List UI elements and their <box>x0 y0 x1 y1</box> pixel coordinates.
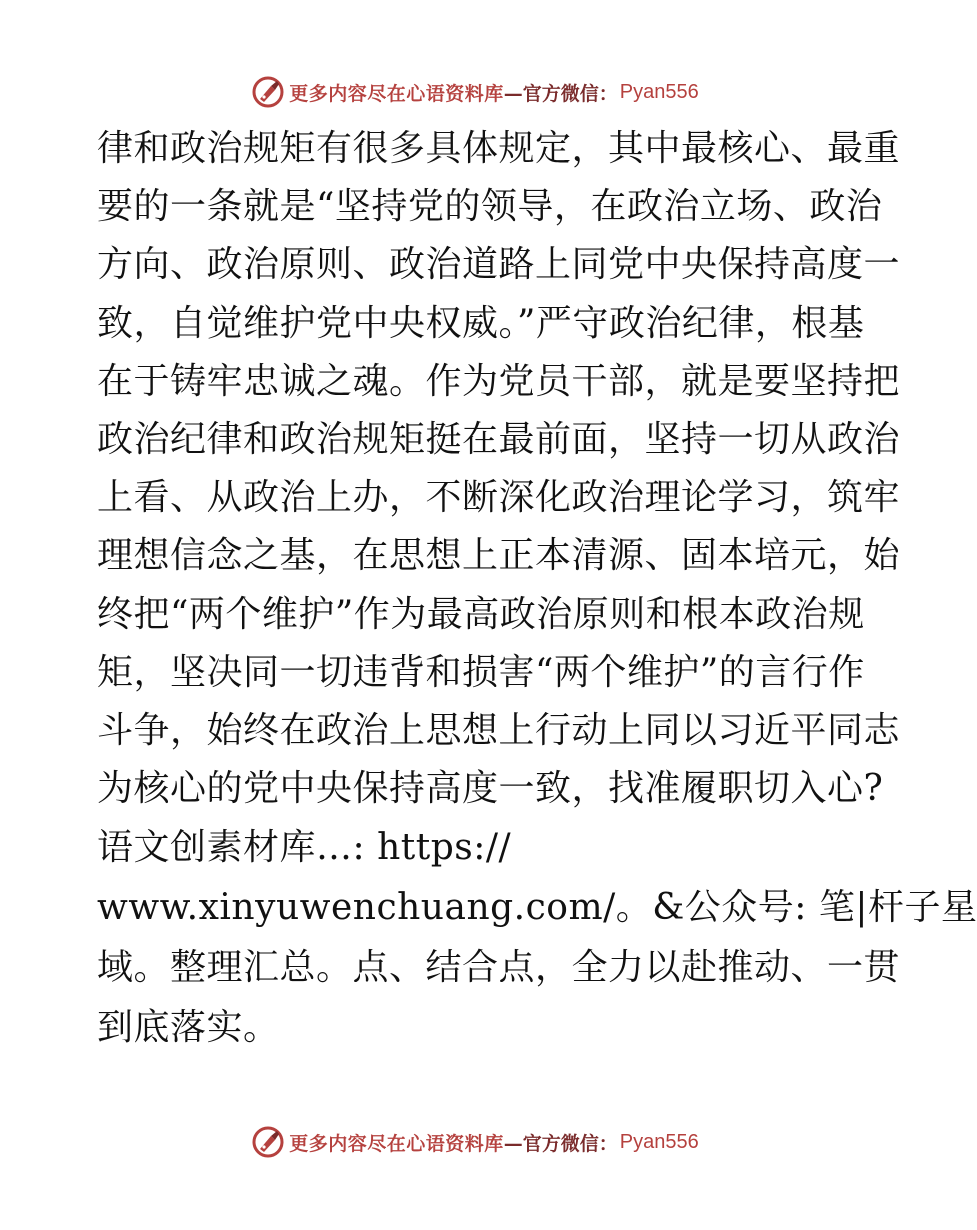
text-line: 语文创素材库…: https:// <box>97 827 512 869</box>
text-line: 律和政治规矩有很多具体规定，其中最核心、最重 <box>97 128 901 169</box>
text-line-url: www.xinyuwenchuang.com/。&公众号: 笔|杆子星 <box>97 887 977 929</box>
text-line: 矩，坚决同一切违背和损害“两个维护”的言行作 <box>97 651 865 693</box>
text-line: 政治纪律和政治规矩挺在最前面，坚持一切从政治 <box>97 418 901 460</box>
text-line: 斗争，始终在政治上思想上行动上同以习近平同志 <box>97 709 901 751</box>
text-line: 终把“两个维护”作为最高政治原则和根本政治规 <box>97 593 865 635</box>
text-line: 方向、政治原则、政治道路上同党中央保持高度一 <box>97 244 901 286</box>
header-brand-text: 更多内容尽在心语资料库 <box>289 82 504 105</box>
header-separator-text: —官方微信： <box>503 82 618 105</box>
text-line: 为核心的党中央保持高度一致，找准履职切入心? <box>97 768 884 810</box>
text-line: 要的一条就是“坚持党的领导，在政治立场、政治 <box>97 186 883 228</box>
pen-nib-logo-icon <box>251 1125 285 1159</box>
text-line: 致，自觉维护党中央权威。”严守政治纪律，根基 <box>97 302 865 344</box>
text-line: 理想信念之基，在思想上正本清源、固本培元，始 <box>97 535 901 577</box>
text-line: 到底落实。 <box>97 1007 280 1049</box>
footer-banner <box>0 1122 950 1162</box>
body-paragraph <box>97 120 977 1058</box>
text-line: 上看、从政治上办，不断深化政治理论学习，筑牢 <box>97 477 901 519</box>
pen-nib-logo-icon <box>251 75 285 109</box>
text-line: 在于铸牢忠诚之魂。作为党员干部，就是要坚持把 <box>97 360 901 402</box>
header-banner <box>0 72 950 112</box>
footer-wechat-id: Pyan556 <box>619 1130 699 1153</box>
text-line: 域。整理汇总。点、结合点，全力以赴推动、一贯 <box>97 947 901 989</box>
footer-brand-text: 更多内容尽在心语资料库 <box>289 1132 504 1155</box>
header-wechat-id: Pyan556 <box>619 80 699 103</box>
footer-separator-text: —官方微信： <box>503 1132 618 1155</box>
